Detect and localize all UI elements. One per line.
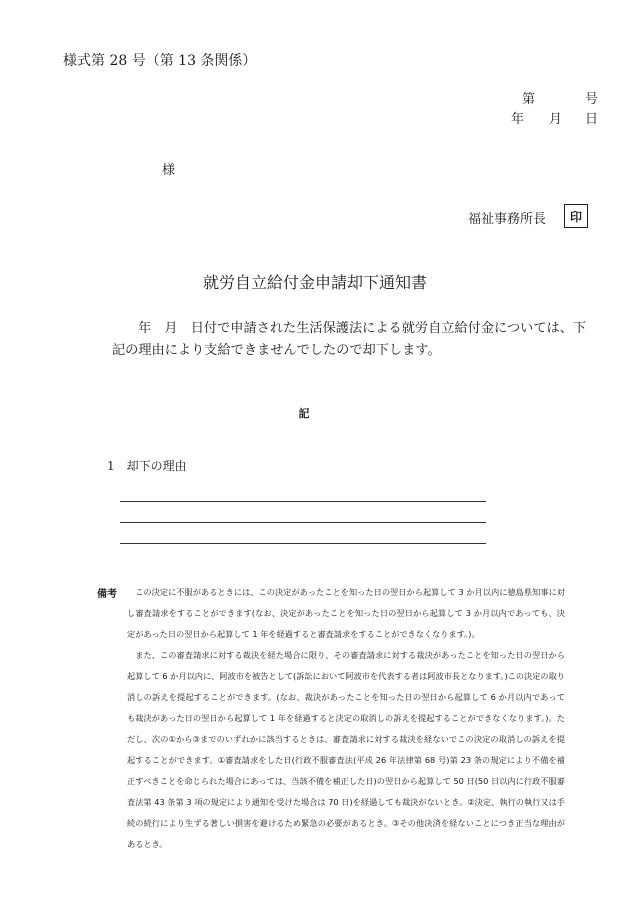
remarks-paragraph-2: また、この審査請求に対する裁決を経た場合に限り、その審査請求に対する裁決があったことを知った日の翌日から起算して 6 か月以内に、阿波市を被告として(訴訟において阿波市を代表する者は阿波市長となります。)この決定の取り消しの訴えを提起することができます。(なお、裁決があったことを知った日の翌日から起算して 6 か月以内であっても裁決があった日の翌日から起算して 1 年を経過すると決定の取消しの訴えを提起することができなくなります。)。ただし、次の①から③までのいずれかに該当するときは、審査請求に対する裁決を経ないでこの決定の取消しの訴えを提起することができます。①審査請求をした日(行政不服審査法(平成 26 年法律第 68 号)第 23 条の規定により不備を補正すべきことを命じられた場合にあっては、当該不備を補正した日)の翌日から起算して 50 日(50 日以内に行政不服審査法第 43 条第 3 項の規定により通知を受けた場合は 70 日)を経過しても裁決がないとき。②決定、執行の執行又は手続の続行により生ずる著しい損害を避けるため緊急の必要があるとき。③その他決済を経ないことにつき正当な理由があるとき。 <box>127 650 565 849</box>
remarks-label: 備考 <box>97 589 117 600</box>
seal-box: 印 <box>564 204 588 228</box>
form-number: 様式第 28 号（第 13 条関係） <box>63 53 257 69</box>
body-text <box>112 318 592 362</box>
document-number-suffix: 号 <box>585 92 599 107</box>
reason-line-3 <box>120 543 486 544</box>
office-name: 福祉事務所長 <box>468 212 547 227</box>
document-title: 就労自立給付金申請却下通知書 <box>202 273 427 292</box>
addressee-honorific: 様 <box>162 163 176 178</box>
reason-line-2 <box>120 522 486 523</box>
reason-label: 1 却下の理由 <box>107 459 187 473</box>
date-month-label: 月 <box>549 112 563 127</box>
ki-heading: 記 <box>298 407 310 420</box>
date-year-label: 年 <box>511 112 525 127</box>
remarks-text <box>127 582 565 855</box>
date-day-label: 日 <box>585 112 599 127</box>
reason-line-1 <box>120 501 486 502</box>
remarks-paragraph-1: この決定に不服があるときには、この決定があったことを知った日の翌日から起算して 3 か月以内に徳島県知事に対し審査請求をすることができます(なお、決定があったことを知った日の翌日から起算して 3 か月以内であっても、決定があった日の翌日から起算して 1 年を経過すると審査請求をすることができなくなります。)。 <box>127 587 565 639</box>
document-number-prefix: 第 <box>522 92 536 107</box>
body-text-content: 年 月 日付で申請された生活保護法による就労自立給付金については、下記の理由により支給できませんでしたので却下します。 <box>112 321 587 358</box>
